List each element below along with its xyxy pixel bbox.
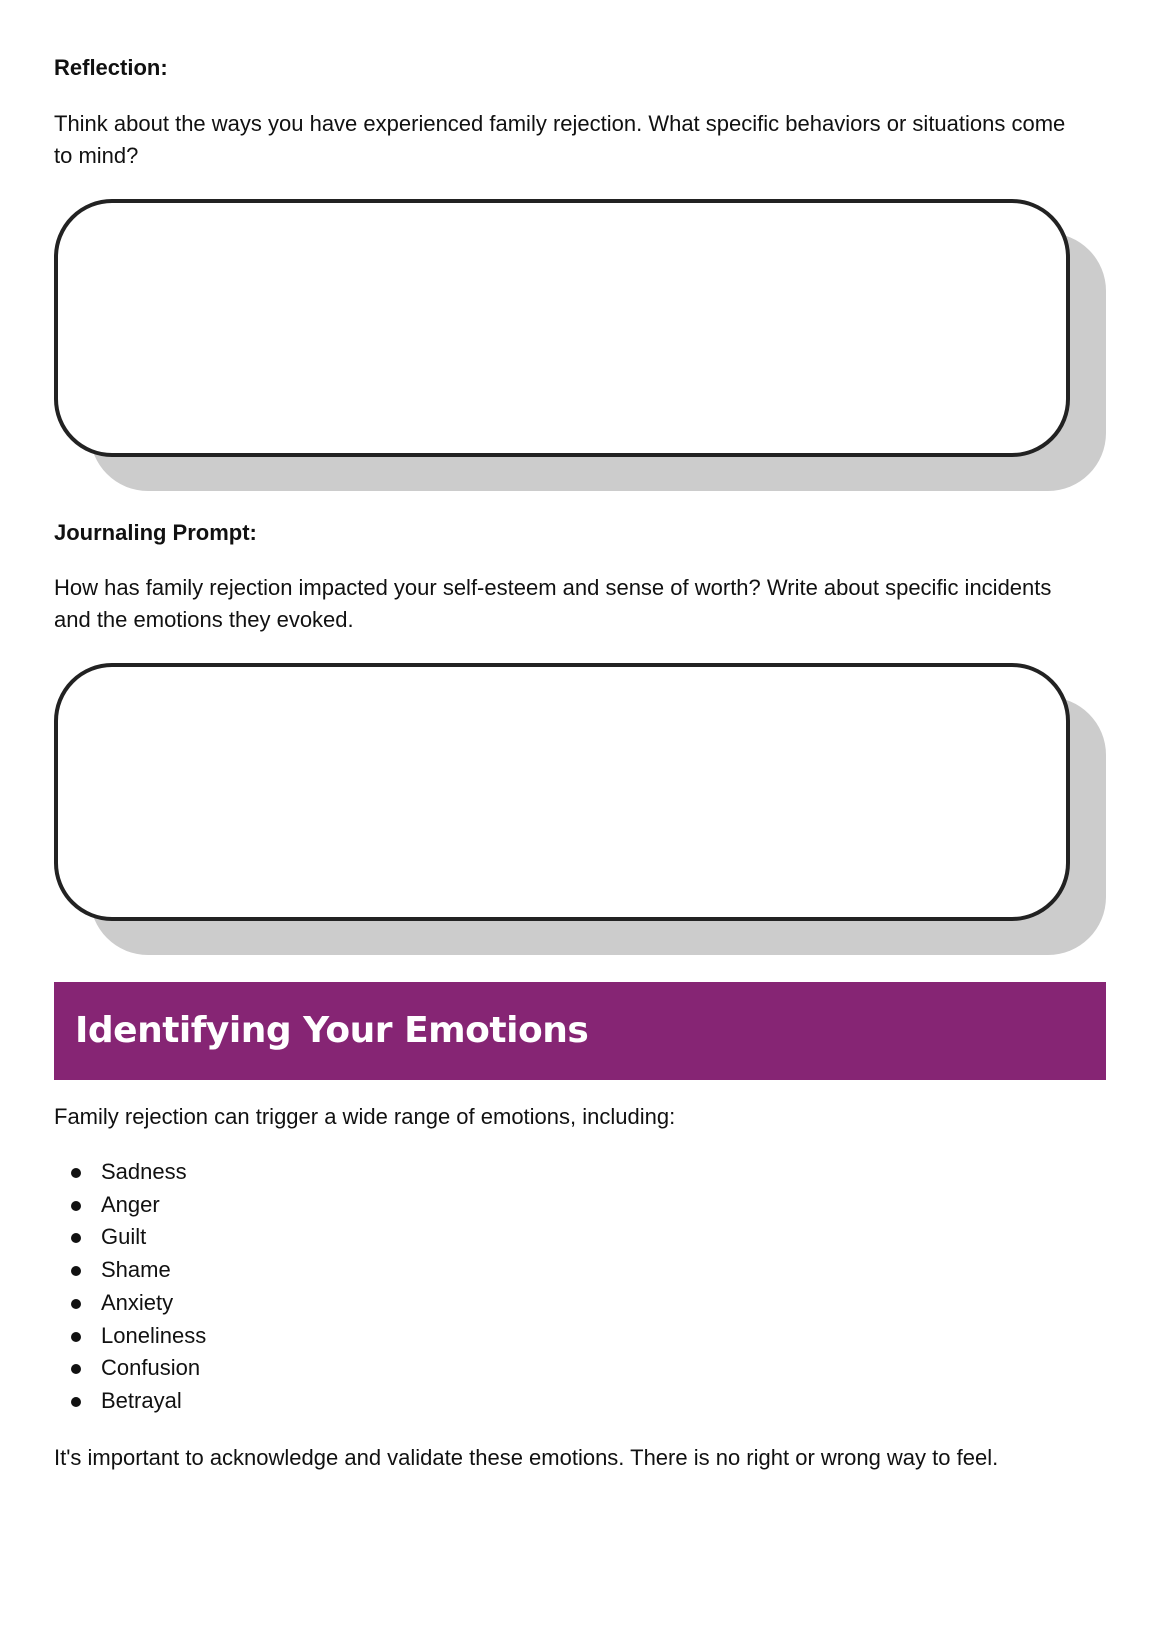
emotion-label: Confusion bbox=[101, 1355, 201, 1381]
bullet-icon bbox=[71, 1332, 81, 1342]
bullet-icon bbox=[71, 1266, 81, 1276]
list-item bbox=[54, 1156, 206, 1189]
section-banner bbox=[54, 982, 1106, 1080]
journaling-writing-box[interactable] bbox=[54, 663, 1070, 921]
emotion-label: Betrayal bbox=[101, 1387, 182, 1413]
bullet-icon bbox=[71, 1364, 81, 1374]
emotion-label: Anger bbox=[101, 1191, 160, 1217]
reflection-prompt: Think about the ways you have experienced family rejection. What specific behaviors or situations come to mind? bbox=[54, 111, 1066, 168]
list-item bbox=[54, 1287, 206, 1320]
emotion-label: Shame bbox=[101, 1257, 171, 1283]
list-item bbox=[54, 1254, 206, 1287]
list-item bbox=[54, 1385, 206, 1418]
list-item bbox=[54, 1189, 206, 1222]
list-item bbox=[54, 1320, 206, 1353]
reflection-answer-area bbox=[54, 199, 1106, 495]
list-item bbox=[54, 1352, 206, 1385]
bullet-icon bbox=[71, 1168, 81, 1178]
bullet-icon bbox=[71, 1397, 81, 1407]
emotion-label: Guilt bbox=[101, 1224, 147, 1250]
emotions-closing: It's important to acknowledge and validate these emotions. There is no right or wrong way to feel. bbox=[54, 1445, 999, 1470]
journaling-answer-area bbox=[54, 663, 1106, 959]
emotions-list bbox=[54, 1156, 206, 1418]
emotions-intro: Family rejection can trigger a wide range of emotions, including: bbox=[54, 1104, 676, 1129]
bullet-icon bbox=[71, 1299, 81, 1309]
emotion-label: Loneliness bbox=[101, 1322, 207, 1348]
emotion-label: Sadness bbox=[101, 1159, 187, 1184]
list-item bbox=[54, 1221, 206, 1254]
journaling-label: Journaling Prompt: bbox=[54, 520, 257, 545]
reflection-label: Reflection: bbox=[54, 55, 168, 80]
bullet-icon bbox=[71, 1233, 81, 1243]
emotion-label: Anxiety bbox=[101, 1289, 174, 1315]
journaling-prompt: How has family rejection impacted your self-esteem and sense of worth? Write about specific incidents and the emotions they evoked. bbox=[54, 575, 1052, 632]
bullet-icon bbox=[71, 1201, 81, 1211]
reflection-writing-box[interactable] bbox=[54, 199, 1070, 457]
section-title: Identifying Your Emotions bbox=[75, 1010, 589, 1051]
